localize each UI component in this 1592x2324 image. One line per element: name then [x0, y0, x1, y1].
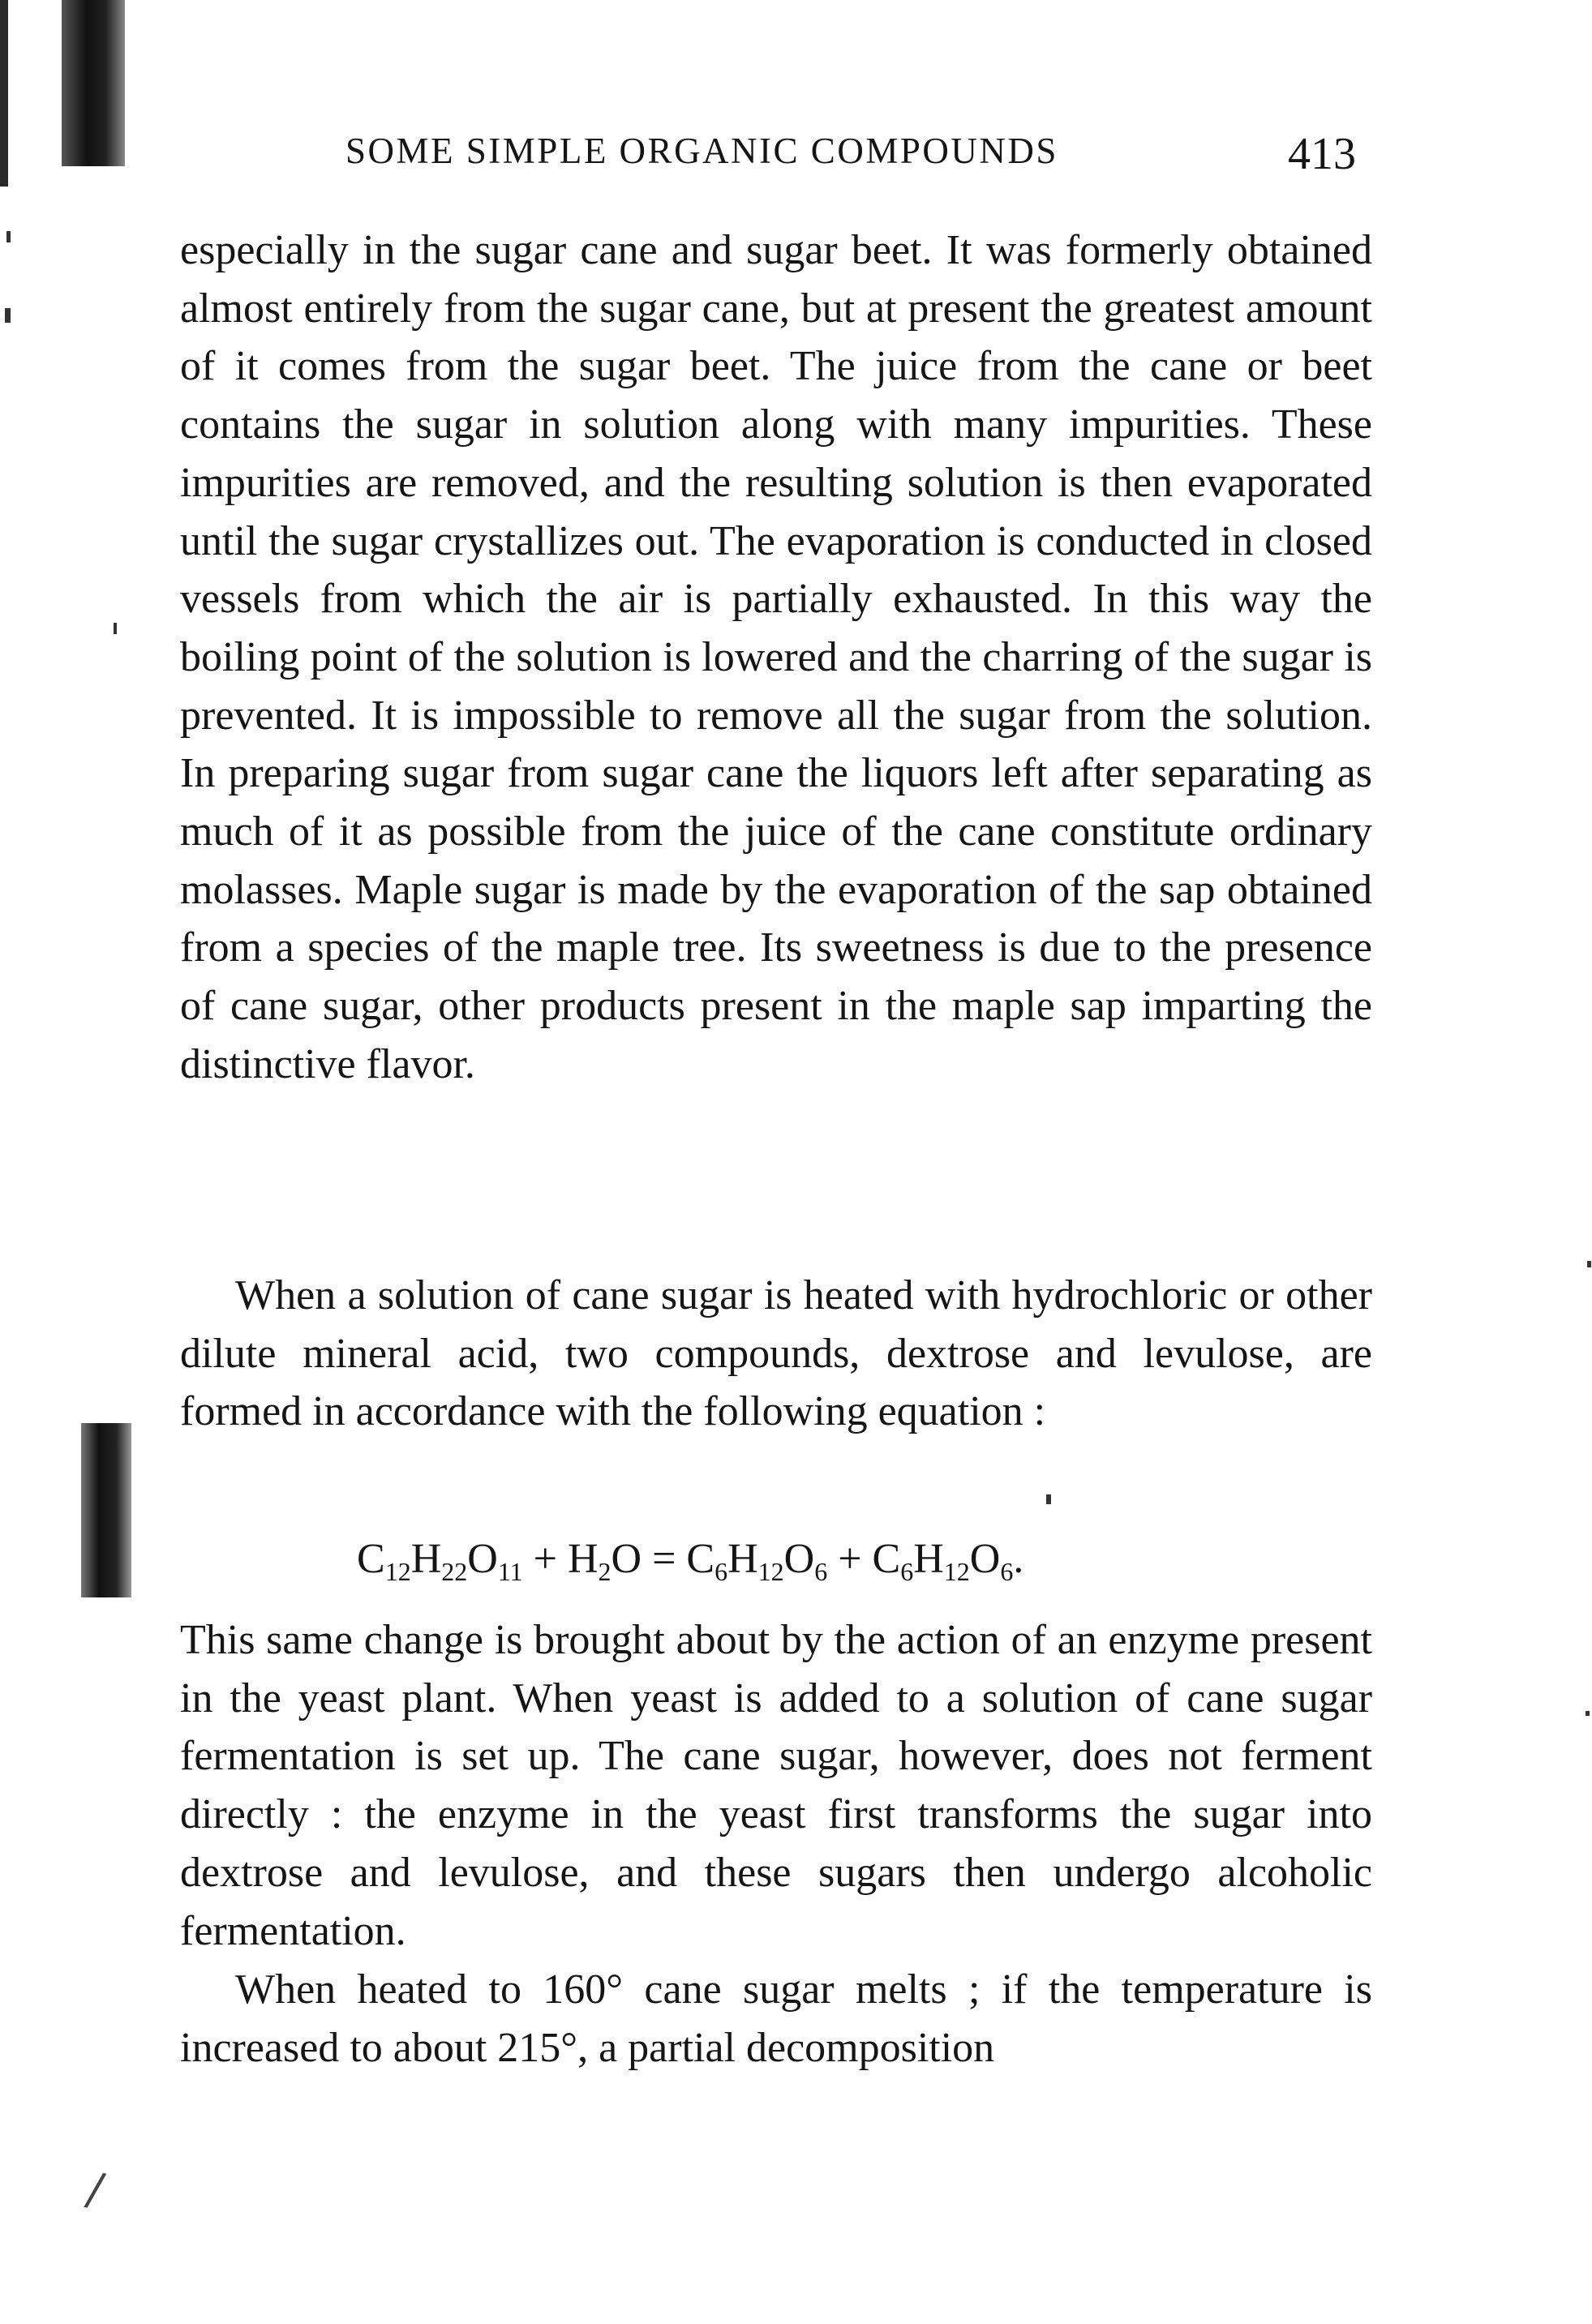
subscript: 12 [384, 1557, 411, 1586]
subscript: 6 [900, 1557, 914, 1586]
element-symbol: O [783, 1536, 815, 1582]
subscript: 2 [598, 1557, 611, 1586]
pencil-mark-icon: / [82, 2162, 109, 2218]
element-symbol: O [969, 1536, 1001, 1582]
running-head: SOME SIMPLE ORGANIC COMPOUNDS [345, 131, 1058, 171]
paragraph [180, 1961, 1372, 2077]
element-symbol: H [913, 1536, 944, 1582]
paragraph-text: When a solution of cane sugar is heated with hydrochloric or other dilute mineral acid, two compounds, dextrose and levulose, are formed in accordance with the following equation : [180, 1272, 1372, 1435]
scan-speck [114, 623, 117, 634]
element-symbol: H [410, 1536, 442, 1582]
scan-edge-mark [0, 0, 8, 187]
plus-sign: + [522, 1536, 568, 1582]
scan-speck [1587, 1261, 1591, 1267]
subscript: 6 [1000, 1557, 1014, 1586]
element-symbol: O [467, 1536, 498, 1582]
equals-sign: = [642, 1536, 687, 1582]
element-symbol: O [611, 1536, 642, 1582]
equation-period: . [1013, 1536, 1024, 1582]
scan-binding-shadow [81, 1423, 131, 1597]
subscript: 12 [943, 1557, 970, 1586]
subscript: 12 [757, 1557, 784, 1586]
element-symbol: C [357, 1536, 385, 1582]
scan-speck [1586, 1711, 1590, 1716]
paragraph-text: especially in the sugar cane and sugar beet. It was formerly obtained almost entirely from the sugar cane, but at present the greatest amount of it comes from the sugar beet. The juice from the cane or beet contains the sugar in solution along with many impurities. These impurities are removed, and the resulting solution is then evaporated until the sugar crystallizes out. The evaporation is conducted in closed vessels from which the air is partially exhausted. In this way the boiling point of the solution is lowered and the charring of the sugar is prevented. It is impossible to remove all the sugar from the solution. In preparing sugar from sugar cane the liquors left after separating as much of it as possible from the juice of the cane constitute ordinary molasses. Maple sugar is made by the evaporation of the sap obtained from a species of the maple tree. Its sweetness is due to the presence of cane sugar, other products present in the maple sap imparting the distinctive flavor. [180, 227, 1372, 1087]
subscript: 6 [714, 1557, 728, 1586]
paragraph-text: This same change is brought about by the action of an enzyme present in the yeast plant. When yeast is added to a solution of cane sugar fermentation is set up. The cane sugar, however, does not ferment directly : the enzyme in the yeast first transforms the sugar into dextrose and levulose, and these sugars then undergo alcoholic fermentation. [180, 1617, 1372, 1954]
element-symbol: H [567, 1536, 599, 1582]
chemical-equation [357, 1530, 1023, 1601]
scan-speck [6, 231, 11, 242]
scan-speck [1046, 1494, 1051, 1504]
subscript: 22 [441, 1557, 468, 1586]
plus-sign: + [827, 1536, 873, 1582]
paragraph-continued [180, 221, 1372, 1094]
paragraph-text: When heated to 160° cane sugar melts ; if the temperature is increased to about 215°, a partial decomposition [180, 1966, 1372, 2071]
element-symbol: C [872, 1536, 901, 1582]
scan-binding-shadow [62, 0, 125, 166]
paragraph [180, 1611, 1372, 1960]
subscript: 6 [814, 1557, 828, 1586]
scan-speck [5, 308, 11, 323]
page-number: 413 [1288, 129, 1356, 179]
element-symbol: C [686, 1536, 715, 1582]
paragraph [180, 1267, 1372, 1441]
subscript: 11 [497, 1557, 523, 1586]
element-symbol: H [727, 1536, 758, 1582]
